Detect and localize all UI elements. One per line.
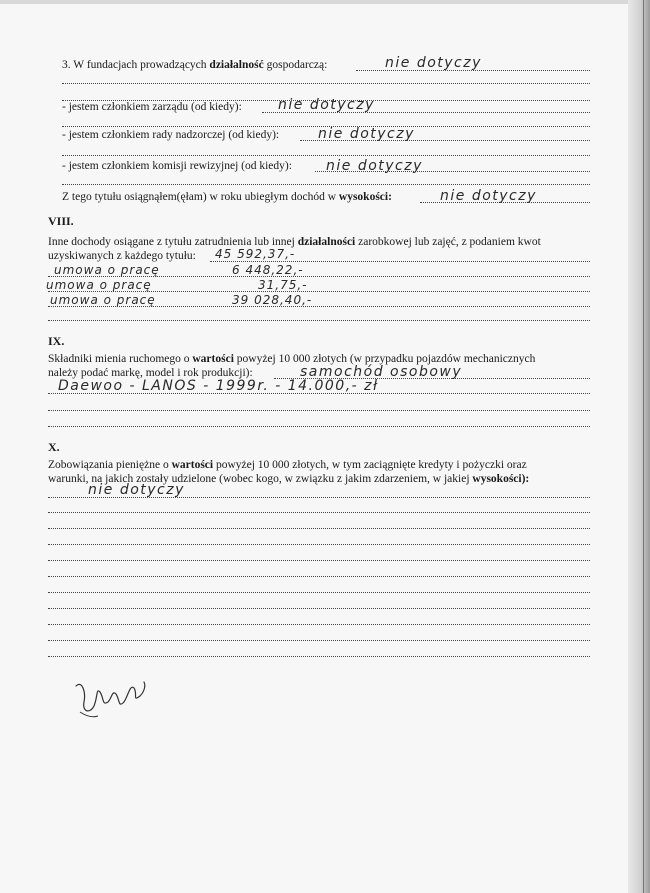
section-x-line1: Zobowiązania pieniężne o wartości powyżej 10 000 złotych, w tym zaciągnięte kredyty i pożyczki oraz — [48, 459, 527, 471]
income-label: Z tego tytułu osiągnąłem(ęłam) w roku ubiegłym dochód w wysokości: — [62, 191, 392, 203]
scan-right-edge — [628, 0, 650, 893]
section-ix-line2: należy podać markę, model i rok produkcji): — [48, 367, 253, 379]
item3-label: 3. W fundacjach prowadzących działalność gospodarczą: — [62, 59, 328, 71]
vehicle-details: Daewoo - LANOS - 1999r. - 14.000,- zł — [58, 378, 379, 394]
section-ix-heading: IX. — [48, 334, 65, 348]
income-entry-3-amount: 39 028,40,- — [232, 293, 313, 307]
board-member-label: - jestem członkiem zarządu (od kiedy): — [62, 101, 242, 113]
dotted-line — [62, 184, 590, 185]
dotted-line — [48, 544, 590, 545]
dotted-line — [48, 624, 590, 625]
income-entry-2-amount: 31,75,- — [258, 278, 308, 292]
dotted-line — [48, 512, 590, 513]
dotted-line — [48, 640, 590, 641]
section-ix-line1: Składniki mienia ruchomego o wartości powyżej 10 000 złotych (w przypadku pojazdów mechanicznych — [48, 353, 536, 365]
scan-top-edge — [0, 0, 650, 4]
dotted-line — [48, 592, 590, 593]
liabilities-answer: nie dotyczy — [88, 482, 185, 498]
item3-answer: nie dotyczy — [385, 55, 482, 71]
dotted-line — [48, 608, 590, 609]
scan-right-line — [643, 0, 644, 893]
section-viii-line2: uzyskiwanych z każdego tytułu: — [48, 250, 196, 262]
section-viii-heading: VIII. — [48, 214, 74, 228]
dotted-line — [62, 155, 590, 156]
handwritten-signature — [72, 672, 152, 720]
supervisory-member-label: - jestem członkiem rady nadzorczej (od kiedy): — [62, 129, 280, 141]
income-entry-2-label: umowa o pracę — [46, 278, 152, 292]
section-x-heading: X. — [48, 440, 60, 454]
section-x-line2: warunki, na jakich zostały udzielone (wobec kogo, w związku z jakim zdarzeniem, w jakiej wysokości): — [48, 473, 530, 485]
dotted-line — [210, 261, 590, 262]
board-member-answer: nie dotyczy — [278, 97, 375, 113]
dotted-line — [62, 83, 590, 84]
vehicle-type: samochód osobowy — [300, 364, 463, 380]
dotted-line — [48, 320, 590, 321]
dotted-line — [48, 528, 590, 529]
dotted-line — [48, 426, 590, 427]
income-answer: nie dotyczy — [440, 188, 537, 204]
income-total: 45 592,37,- — [215, 247, 296, 261]
section-viii-line1: Inne dochody osiągane z tytułu zatrudnienia lub innej działalności zarobkowej lub zajęć, z podaniem kwot — [48, 236, 541, 248]
audit-member-label: - jestem członkiem komisji rewizyjnej (od kiedy): — [62, 160, 292, 172]
dotted-line — [48, 560, 590, 561]
income-entry-1-label: umowa o pracę — [54, 263, 160, 277]
dotted-line — [48, 656, 590, 657]
dotted-line — [48, 410, 590, 411]
income-entry-3-label: umowa o pracę — [50, 293, 156, 307]
dotted-line — [48, 576, 590, 577]
income-entry-1-amount: 6 448,22,- — [232, 263, 304, 277]
audit-member-answer: nie dotyczy — [326, 158, 423, 174]
supervisory-member-answer: nie dotyczy — [318, 126, 415, 142]
